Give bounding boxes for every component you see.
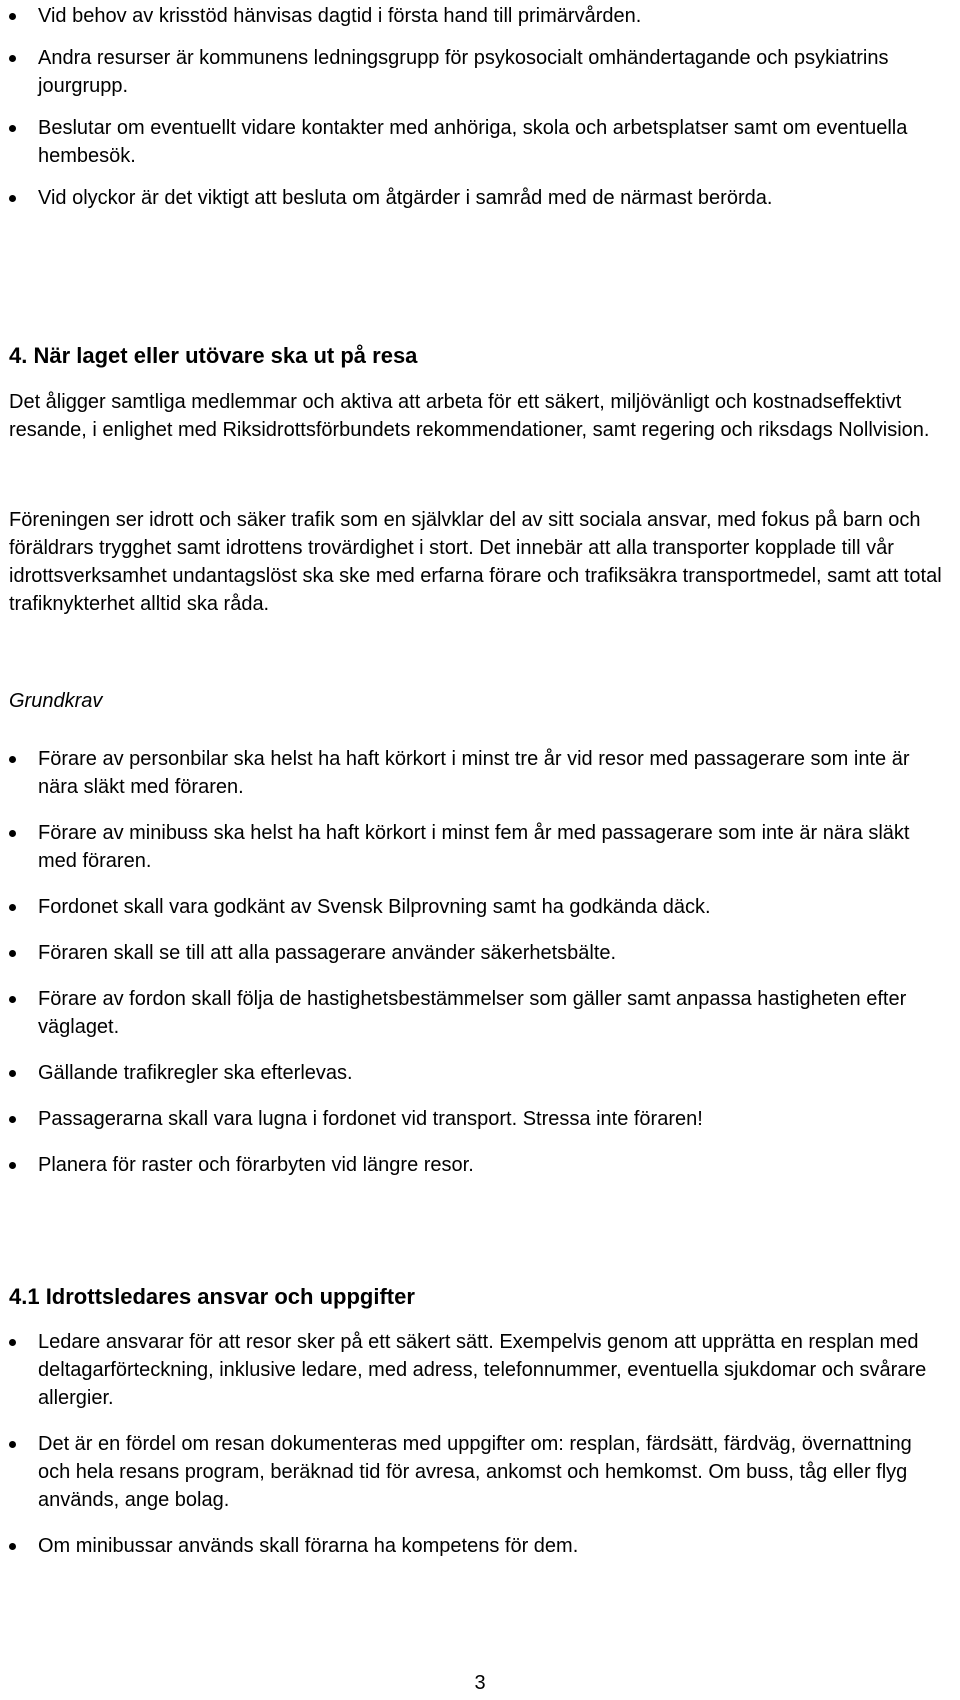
- list-item: [0, 819, 938, 875]
- bullet-icon: [9, 1441, 16, 1448]
- section-heading: 4.1 Idrottsledares ansvar och uppgifter: [9, 1284, 415, 1309]
- list-item: [0, 114, 938, 170]
- list-item-text: Beslutar om eventuellt vidare kontakter med anhöriga, skola och arbetsplatser samt om eventuella hembesök.: [38, 117, 908, 167]
- list-item-text: Förare av personbilar ska helst ha haft körkort i minst tre år vid resor med passagerare som inte är nära släkt med föraren.: [38, 748, 910, 798]
- list-item-text: Det är en fördel om resan dokumenteras med uppgifter om: resplan, färdsätt, färdväg, övernattning och hela resans program, beräknad tid för avresa, ankomst och hemkomst. Om buss, tåg eller flyg används, ange bolag.: [38, 1433, 912, 1511]
- list-item-text: Föraren skall se till att alla passagerare använder säkerhetsbälte.: [38, 942, 617, 964]
- bullet-icon: [9, 1070, 16, 1077]
- bullet-icon: [9, 55, 16, 62]
- list-item: [0, 1328, 938, 1412]
- bullet-icon: [9, 1116, 16, 1123]
- page-number: 3: [474, 1672, 486, 1694]
- paragraph: Det åligger samtliga medlemmar och aktiva att arbeta för ett säkert, miljövänligt och kostnadseffektivt resande, i enlighet med Riksidrottsförbundets rekommendationer, samt regering och riksdags Nollvision.: [9, 391, 930, 441]
- list-item-text: Andra resurser är kommunens ledningsgrupp för psykosocialt omhändertagande och psykiatrins jourgrupp.: [38, 47, 889, 97]
- list-item: [0, 745, 938, 801]
- bullet-icon: [9, 1543, 16, 1550]
- subheading: Grundkrav: [9, 690, 103, 712]
- bullet-icon: [9, 1162, 16, 1169]
- bullet-icon: [9, 996, 16, 1003]
- list-item: [0, 44, 938, 100]
- paragraph: Föreningen ser idrott och säker trafik som en självklar del av sitt sociala ansvar, med fokus på barn och föräldrars trygghet samt idrottens trovärdighet i stort. Det innebär att alla transporter kopplade till vår idrottsverksamhet undantagslöst ska ske med erfarna förare och trafiksäkra transportmedel, samt att total trafiknykterhet alltid ska råda.: [9, 509, 942, 615]
- requirements-list: [0, 745, 960, 1179]
- list-item-text: Passagerarna skall vara lugna i fordonet vid transport. Stressa inte föraren!: [38, 1108, 703, 1130]
- list-item-text: Om minibussar används skall förarna ha kompetens för dem.: [38, 1535, 579, 1557]
- list-item: [0, 939, 938, 967]
- bullet-icon: [9, 830, 16, 837]
- list-item-text: Förare av fordon skall följa de hastighetsbestämmelser som gäller samt anpassa hastigheten efter väglaget.: [38, 988, 907, 1038]
- list-item-text: Vid behov av krisstöd hänvisas dagtid i första hand till primärvården.: [38, 5, 642, 27]
- list-item: [0, 1059, 938, 1087]
- list-item: [0, 1532, 938, 1560]
- list-item: [0, 1151, 938, 1179]
- list-item-text: Vid olyckor är det viktigt att besluta om åtgärder i samråd med de närmast berörda.: [38, 187, 773, 209]
- bullet-icon: [9, 904, 16, 911]
- bullet-icon: [9, 1339, 16, 1346]
- list-item: [0, 1430, 938, 1514]
- list-item: [0, 1105, 938, 1133]
- list-item: [0, 985, 938, 1041]
- list-item-text: Ledare ansvarar för att resor sker på ett säkert sätt. Exempelvis genom att upprätta en resplan med deltagarförteckning, inklusive ledare, med adress, telefonnummer, eventuella sjukdomar och svårare allergier.: [38, 1331, 927, 1409]
- list-item: [0, 184, 938, 212]
- list-item: [0, 893, 938, 921]
- bullet-icon: [9, 756, 16, 763]
- list-item-text: Förare av minibuss ska helst ha haft körkort i minst fem år med passagerare som inte är nära släkt med föraren.: [38, 822, 910, 872]
- list-item-text: Fordonet skall vara godkänt av Svensk Bilprovning samt ha godkända däck.: [38, 896, 711, 918]
- leader-duties-list: [0, 1328, 960, 1560]
- bullet-icon: [9, 13, 16, 20]
- list-item-text: Planera för raster och förarbyten vid längre resor.: [38, 1154, 474, 1176]
- bullet-icon: [9, 950, 16, 957]
- bullet-icon: [9, 195, 16, 202]
- list-item: [0, 2, 938, 30]
- section-heading: 4. När laget eller utövare ska ut på resa: [9, 343, 418, 368]
- bullet-icon: [9, 125, 16, 132]
- list-item-text: Gällande trafikregler ska efterlevas.: [38, 1062, 353, 1084]
- top-bullet-list: [0, 2, 960, 212]
